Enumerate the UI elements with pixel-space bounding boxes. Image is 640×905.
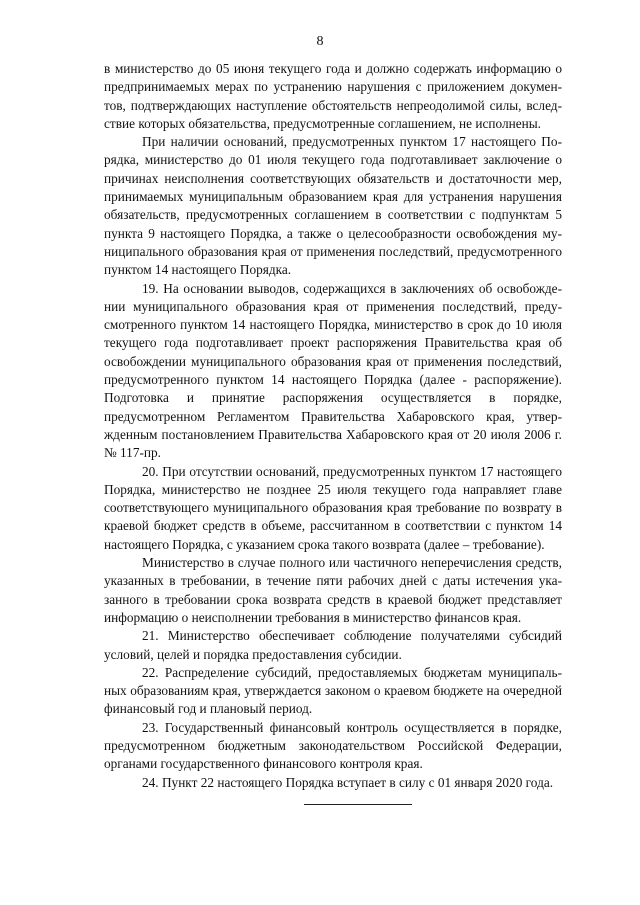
paragraph-20: 20. При отсутствии оснований, предусмотренных пунктом 17 настоящего Порядка, министерство не позднее 25 июля текущего года направляет главе соответствующего муниципального образования края требование по возврату в краевой бюджет средств в объеме, рассчитанном в соответствии с пунктом 14 настоящего Порядка, с указанием срока такого возврата (далее – требование). [104, 463, 562, 552]
paragraph-18-conclusion: При наличии оснований, предусмотренных пунктом 17 настоящего Порядка, министерство до 01 июля текущего года подготавливает заключение о причинах неисполнения соответствующих обязательств и достаточности мер, принимаемых муниципальным образованием края для устранения нарушения обязательств, предусмотренных соглашением в соответствии с подпунктам 5 пункта 9 настоящего Порядка, а также о целесообразности освобождения муниципального образования края от применения последствий, предусмотренного пунктом 14 настоящего Порядка. [104, 134, 562, 278]
paragraph-continuation: в министерство до 05 июня текущего года и должно содержать информацию о предпринимаемых мерах по устранению нарушения с приложением документов, подтверждающих наступление обстоятельств непреодолимой силы, вследствие которых обязательства, предусмотренные соглашением, не исполнены. [104, 61, 562, 131]
document-body [104, 60, 562, 792]
paragraph-20-continuation: Министерство в случае полного или частичного неперечисления средств, указанных в требовании, в течение пяти рабочих дней с даты истечения указанного в требовании срока возврата средств в краевой бюджет представляет информацию о неисполнении требования в министерство финансов края. [104, 555, 562, 625]
paragraph-23: 23. Государственный финансовый контроль осуществляется в порядке, предусмотренном бюджетным законодательством Российской Федерации, органами государственного финансового контроля края. [104, 719, 562, 772]
paragraph-21: 21. Министерство обеспечивает соблюдение получателями субсидий условий, целей и порядка предоставления субсидии. [104, 628, 562, 662]
paragraph-24: 24. Пункт 22 настоящего Порядка вступает в силу с 01 января 2020 года. [142, 774, 554, 790]
page-number: 8 [316, 34, 324, 49]
paragraph-22: 22. Распределение субсидий, предоставляемых бюджетам муниципальных образованиям края, утверждается законом о краевом бюджете на очередной финансовый год и плановый период. [104, 664, 562, 717]
end-divider-line [304, 804, 412, 805]
paragraph-19: 19. На основании выводов, содержащихся в заключениях об освобождении муниципального образования края от применения последствий, предусмотренного пунктом 14 настоящего Порядка, министерство в срок до 10 июля текущего года подготавливает проект распоряжения Правительства края об освобождении муниципального образования края от применения последствий, предусмотренного пунктом 14 настоящего Порядка (далее - распоряжение). Подготовка и принятие распоряжения осуществляется в порядке, предусмотренном Регламентом Правительства Хабаровского края, утвержденным постановлением Правительства Хабаровского края от 20 июля 2006 г. № 117-пр. [104, 280, 562, 461]
